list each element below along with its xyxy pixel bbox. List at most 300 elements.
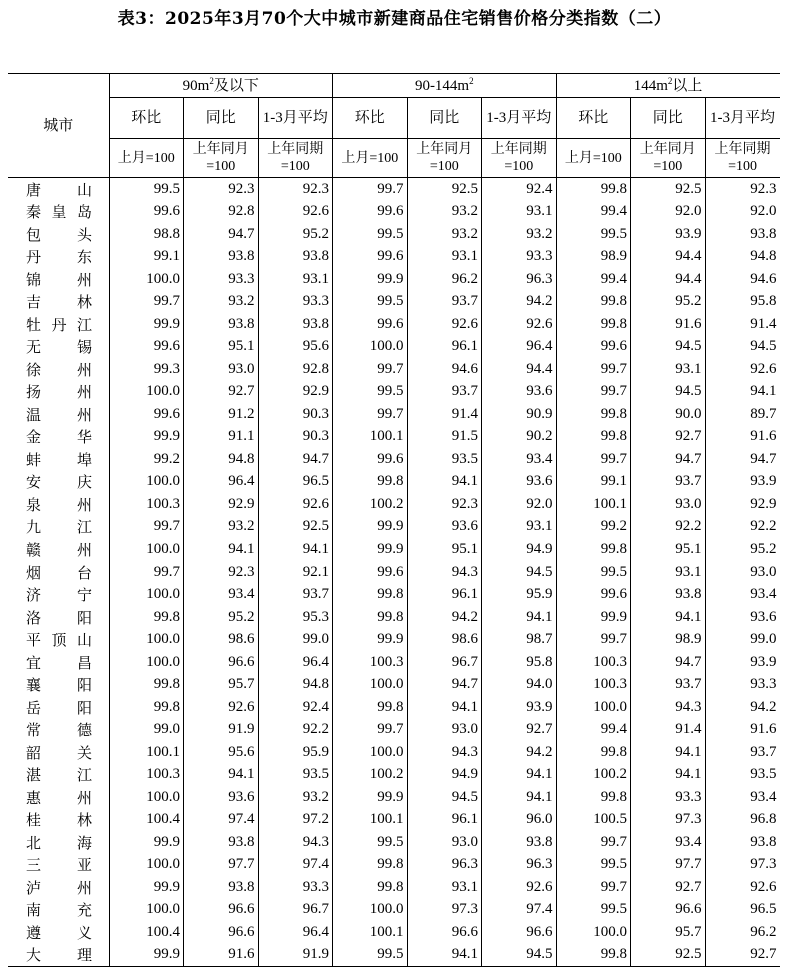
- index-value: 94.0: [482, 673, 557, 696]
- index-value: 93.5: [750, 766, 777, 783]
- index-value: 95.1: [184, 336, 259, 359]
- index-value: 96.7: [407, 651, 482, 674]
- index-value: 94.4: [482, 358, 557, 381]
- index-value: 93.7: [258, 583, 333, 606]
- index-value: 99.7: [333, 358, 408, 381]
- index-value: 98.6: [407, 628, 482, 651]
- index-value: 92.6: [482, 876, 557, 899]
- city-name: [8, 718, 109, 741]
- index-value: 100.0: [556, 921, 631, 944]
- index-value: 94.4: [631, 246, 706, 269]
- index-value: 94.2: [482, 741, 557, 764]
- city-name: [8, 561, 109, 584]
- index-value: 89.7: [750, 405, 777, 422]
- index-value: 93.9: [750, 473, 777, 490]
- index-value: 100.2: [333, 763, 408, 786]
- index-value: 95.2: [750, 541, 777, 557]
- index-value: 99.7: [109, 516, 184, 539]
- table-row: [8, 628, 780, 651]
- index-value: 99.9: [109, 313, 184, 336]
- city-name: [8, 944, 109, 967]
- index-value: 99.6: [333, 448, 408, 471]
- index-value: 99.0: [109, 718, 184, 741]
- index-value: 92.1: [258, 561, 333, 584]
- index-value: 98.7: [482, 628, 557, 651]
- index-value: 99.8: [556, 538, 631, 561]
- index-value: 99.6: [109, 336, 184, 359]
- index-value: 92.9: [750, 495, 777, 512]
- table-row: [8, 673, 780, 696]
- index-value: 99.0: [750, 631, 777, 648]
- index-value: 90.3: [258, 426, 333, 449]
- index-value: 93.1: [631, 561, 706, 584]
- index-value: 98.8: [109, 223, 184, 246]
- index-value: 92.4: [258, 696, 333, 719]
- index-value: 91.6: [184, 944, 259, 967]
- index-value: 93.7: [407, 291, 482, 314]
- index-value: 99.7: [556, 381, 631, 404]
- index-base-header: 上年同月=100: [631, 139, 706, 178]
- index-value: 93.4: [184, 583, 259, 606]
- index-value: 92.0: [631, 201, 706, 224]
- city-name: [8, 493, 109, 516]
- city-name: [8, 471, 109, 494]
- index-value: 93.8: [631, 583, 706, 606]
- index-value: 92.8: [258, 358, 333, 381]
- index-value: 99.8: [556, 403, 631, 426]
- table-row: [8, 853, 780, 876]
- city-name-text: 襄 阳: [26, 676, 92, 695]
- index-value: 96.3: [407, 853, 482, 876]
- index-value: 92.0: [750, 203, 777, 220]
- table-row: [8, 493, 780, 516]
- index-base-header: 上月=100: [333, 139, 408, 178]
- city-name: [8, 651, 109, 674]
- table-row: [8, 336, 780, 359]
- city-name: [8, 403, 109, 426]
- index-value: 93.9: [482, 696, 557, 719]
- index-value: 99.8: [556, 786, 631, 809]
- index-value: 93.9: [631, 223, 706, 246]
- index-value: 99.8: [333, 583, 408, 606]
- index-value: 94.2: [407, 606, 482, 629]
- index-value: 99.8: [556, 741, 631, 764]
- index-value: 96.4: [258, 651, 333, 674]
- index-value: 92.3: [750, 180, 777, 197]
- index-value: 99.5: [333, 291, 408, 314]
- index-value: 94.8: [750, 248, 777, 265]
- index-value: 100.0: [109, 899, 184, 922]
- table-row: [8, 268, 780, 291]
- index-value: 100.1: [556, 493, 631, 516]
- city-name-text: 烟 台: [26, 563, 92, 582]
- price-index-table: [8, 73, 780, 967]
- table-row: [8, 831, 780, 854]
- index-value: 93.3: [258, 876, 333, 899]
- table-row: [8, 583, 780, 606]
- index-value: 99.7: [333, 178, 408, 201]
- index-value: 98.9: [631, 628, 706, 651]
- index-value: 99.6: [333, 201, 408, 224]
- index-value: 96.7: [258, 899, 333, 922]
- table-row: [8, 696, 780, 719]
- index-value: 94.2: [750, 698, 777, 715]
- table-row: [8, 403, 780, 426]
- index-value: 91.4: [750, 315, 777, 332]
- city-name-text: 蚌 埠: [26, 450, 92, 469]
- index-value: 96.3: [482, 853, 557, 876]
- city-name: [8, 583, 109, 606]
- index-value: 92.8: [184, 201, 259, 224]
- city-name: [8, 178, 109, 201]
- index-value: 92.2: [258, 718, 333, 741]
- index-value: 95.6: [258, 336, 333, 359]
- index-value: 92.7: [184, 381, 259, 404]
- index-value: 99.9: [556, 606, 631, 629]
- index-value: 93.1: [407, 246, 482, 269]
- index-value: 93.9: [750, 653, 777, 670]
- index-base-header: 上年同期=100: [258, 139, 333, 178]
- index-value: 95.2: [184, 606, 259, 629]
- city-name-text: 温 州: [26, 405, 92, 424]
- index-value: 100.1: [333, 426, 408, 449]
- index-value: 99.7: [109, 291, 184, 314]
- index-value: 93.1: [482, 516, 557, 539]
- index-value: 96.6: [482, 921, 557, 944]
- index-value: 99.5: [333, 831, 408, 854]
- index-value: 94.6: [407, 358, 482, 381]
- city-name-text: 南 充: [26, 901, 92, 920]
- index-value: 90.0: [631, 403, 706, 426]
- table-row: [8, 246, 780, 269]
- index-value: 98.9: [556, 246, 631, 269]
- index-value: 91.4: [407, 403, 482, 426]
- index-value: 99.8: [333, 876, 408, 899]
- index-value: 100.2: [333, 493, 408, 516]
- city-name: [8, 876, 109, 899]
- index-value: 94.5: [750, 338, 777, 355]
- table-row: [8, 718, 780, 741]
- index-value: 99.5: [556, 223, 631, 246]
- table-row: [8, 538, 780, 561]
- index-value: 97.3: [750, 856, 777, 873]
- table-row: [8, 606, 780, 629]
- index-value: 90.3: [258, 403, 333, 426]
- index-value: 99.9: [333, 516, 408, 539]
- index-value: 97.4: [258, 853, 333, 876]
- index-value: 93.3: [258, 291, 333, 314]
- index-value: 93.2: [482, 223, 557, 246]
- city-name: [8, 921, 109, 944]
- index-value: 99.9: [109, 831, 184, 854]
- index-value: 99.9: [333, 786, 408, 809]
- city-name-text: 三 亚: [26, 856, 92, 875]
- index-value: 93.2: [407, 201, 482, 224]
- index-value: 99.5: [556, 853, 631, 876]
- index-value: 99.8: [109, 673, 184, 696]
- index-value: 99.8: [109, 696, 184, 719]
- city-name: [8, 381, 109, 404]
- index-value: 92.6: [407, 313, 482, 336]
- index-value: 91.6: [750, 721, 777, 738]
- city-name-text: 桂 林: [26, 811, 92, 830]
- city-name: [8, 673, 109, 696]
- index-value: 99.8: [556, 291, 631, 314]
- index-value: 96.4: [184, 471, 259, 494]
- city-name-text: 岳 阳: [26, 698, 92, 717]
- index-value: 93.8: [258, 313, 333, 336]
- table-row: [8, 223, 780, 246]
- table-row: [8, 786, 780, 809]
- table-row: [8, 876, 780, 899]
- index-value: 99.8: [556, 178, 631, 201]
- index-value: 100.0: [109, 651, 184, 674]
- index-value: 96.1: [407, 336, 482, 359]
- index-base-header: 上月=100: [109, 139, 184, 178]
- index-value: 93.5: [258, 763, 333, 786]
- label-header-row: [8, 98, 780, 139]
- city-name-text: 洛 阳: [26, 608, 92, 627]
- index-value: 99.2: [109, 448, 184, 471]
- index-value: 100.1: [333, 808, 408, 831]
- index-value: 93.3: [631, 786, 706, 809]
- index-value: 93.0: [407, 718, 482, 741]
- index-value: 97.4: [184, 808, 259, 831]
- city-name: [8, 628, 109, 651]
- city-name-text: 韶 关: [26, 743, 92, 762]
- index-label-header: 1-3月平均: [482, 98, 557, 139]
- index-value: 99.8: [333, 853, 408, 876]
- index-value: 95.2: [631, 291, 706, 314]
- table-row: [8, 448, 780, 471]
- table-row: [8, 426, 780, 449]
- index-value: 93.3: [750, 676, 777, 693]
- index-value: 100.5: [556, 808, 631, 831]
- index-value: 100.0: [556, 696, 631, 719]
- index-value: 97.4: [482, 899, 557, 922]
- index-value: 96.5: [750, 901, 777, 918]
- index-value: 94.2: [482, 291, 557, 314]
- index-value: 99.6: [109, 201, 184, 224]
- city-name-text: 包 头: [26, 225, 92, 244]
- index-value: 96.4: [482, 336, 557, 359]
- city-name: [8, 741, 109, 764]
- index-value: 99.5: [333, 944, 408, 967]
- index-value: 94.9: [482, 538, 557, 561]
- index-value: 94.1: [184, 538, 259, 561]
- index-value: 95.8: [750, 293, 777, 310]
- index-label-header: 环比: [333, 98, 408, 139]
- index-value: 94.7: [750, 450, 777, 467]
- table-row: [8, 561, 780, 584]
- index-value: 95.1: [631, 538, 706, 561]
- table-row: [8, 808, 780, 831]
- city-column-header: 城市: [8, 74, 109, 178]
- index-value: 94.1: [482, 786, 557, 809]
- city-name: [8, 808, 109, 831]
- index-value: 93.1: [482, 201, 557, 224]
- city-name-text: 常 德: [26, 721, 92, 740]
- index-value: 94.1: [407, 944, 482, 967]
- city-name: [8, 313, 109, 336]
- index-value: 93.8: [750, 833, 777, 850]
- index-value: 92.5: [407, 178, 482, 201]
- city-name-text: 大 理: [26, 946, 92, 965]
- index-value: 92.6: [184, 696, 259, 719]
- index-value: 92.6: [258, 493, 333, 516]
- city-name-text: 牡 丹 江: [26, 315, 92, 334]
- index-value: 95.9: [482, 583, 557, 606]
- index-value: 99.7: [333, 403, 408, 426]
- index-value: 93.3: [482, 246, 557, 269]
- index-label-header: 同比: [184, 98, 259, 139]
- table-row: [8, 358, 780, 381]
- index-value: 94.5: [482, 561, 557, 584]
- index-value: 95.7: [184, 673, 259, 696]
- index-label-header: 同比: [631, 98, 706, 139]
- city-name-text: 金 华: [26, 428, 92, 447]
- index-value: 92.2: [631, 516, 706, 539]
- index-value: 100.0: [109, 381, 184, 404]
- index-value: 99.6: [556, 336, 631, 359]
- index-value: 92.7: [631, 426, 706, 449]
- index-value: 93.6: [750, 608, 777, 625]
- index-value: 99.8: [333, 696, 408, 719]
- index-base-header: 上年同期=100: [482, 139, 557, 178]
- city-name-text: 吉 林: [26, 293, 92, 312]
- index-value: 99.1: [556, 471, 631, 494]
- index-value: 94.3: [258, 831, 333, 854]
- index-value: 93.0: [750, 563, 777, 580]
- city-name: [8, 786, 109, 809]
- index-value: 92.7: [631, 876, 706, 899]
- city-name: [8, 336, 109, 359]
- index-value: 93.0: [407, 831, 482, 854]
- index-value: 93.1: [258, 268, 333, 291]
- city-name: [8, 201, 109, 224]
- index-value: 93.6: [482, 381, 557, 404]
- index-value: 93.0: [184, 358, 259, 381]
- index-value: 91.6: [631, 313, 706, 336]
- index-value: 92.0: [482, 493, 557, 516]
- index-value: 94.5: [631, 336, 706, 359]
- index-value: 92.6: [482, 313, 557, 336]
- index-value: 93.8: [184, 313, 259, 336]
- index-value: 99.5: [333, 381, 408, 404]
- index-base-header: 上月=100: [556, 139, 631, 178]
- city-name-text: 秦 皇 岛: [26, 203, 92, 222]
- city-name-text: 九 江: [26, 518, 92, 537]
- group-header-small: $90m^2$及以下: [109, 74, 333, 98]
- index-value: 94.7: [631, 651, 706, 674]
- city-name-text: 湛 江: [26, 766, 92, 785]
- index-value: 94.1: [407, 696, 482, 719]
- index-value: 93.3: [184, 268, 259, 291]
- city-name: [8, 516, 109, 539]
- index-value: 94.7: [258, 448, 333, 471]
- index-value: 100.0: [333, 741, 408, 764]
- index-value: 99.8: [333, 606, 408, 629]
- index-value: 99.5: [109, 178, 184, 201]
- city-name-text: 平 顶 山: [26, 631, 92, 650]
- index-value: 99.9: [109, 426, 184, 449]
- table-body: [8, 178, 780, 967]
- index-value: 100.0: [109, 538, 184, 561]
- index-value: 99.4: [556, 718, 631, 741]
- index-value: 99.1: [109, 246, 184, 269]
- index-value: 96.1: [407, 583, 482, 606]
- index-value: 95.6: [184, 741, 259, 764]
- city-name-text: 惠 州: [26, 788, 92, 807]
- index-value: 92.6: [258, 201, 333, 224]
- city-name-text: 唐 山: [26, 180, 92, 199]
- table-row: [8, 381, 780, 404]
- city-name-text: 锦 州: [26, 270, 92, 289]
- index-value: 100.0: [109, 268, 184, 291]
- index-value: 94.5: [482, 944, 557, 967]
- group-header-large: $144m^2$以上: [556, 74, 780, 98]
- index-value: 93.7: [631, 673, 706, 696]
- index-value: 99.6: [109, 403, 184, 426]
- index-label-header: 同比: [407, 98, 482, 139]
- index-value: 99.8: [109, 606, 184, 629]
- index-value: 93.2: [407, 223, 482, 246]
- city-name: [8, 899, 109, 922]
- index-value: 93.4: [631, 831, 706, 854]
- index-value: 93.2: [184, 516, 259, 539]
- city-name-text: 徐 州: [26, 360, 92, 379]
- index-value: 93.7: [631, 471, 706, 494]
- group-header-medium: $90-144m^2$: [333, 74, 557, 98]
- city-name-text: 泉 州: [26, 495, 92, 514]
- index-value: 98.6: [184, 628, 259, 651]
- index-value: 92.3: [258, 178, 333, 201]
- index-value: 93.8: [184, 246, 259, 269]
- index-value: 90.2: [482, 426, 557, 449]
- city-name-text: 济 宁: [26, 586, 92, 605]
- table-row: [8, 516, 780, 539]
- index-value: 95.2: [258, 223, 333, 246]
- index-value: 96.4: [258, 921, 333, 944]
- city-name: [8, 763, 109, 786]
- index-value: 92.4: [482, 178, 557, 201]
- index-value: 92.9: [184, 493, 259, 516]
- index-value: 91.9: [258, 944, 333, 967]
- index-value: 92.6: [750, 360, 777, 377]
- index-value: 95.1: [407, 538, 482, 561]
- index-value: 93.6: [184, 786, 259, 809]
- index-value: 97.3: [407, 899, 482, 922]
- index-value: 94.7: [631, 448, 706, 471]
- index-value: 100.0: [109, 471, 184, 494]
- index-value: 93.1: [631, 358, 706, 381]
- index-value: 92.9: [258, 381, 333, 404]
- index-value: 93.2: [258, 786, 333, 809]
- index-value: 92.6: [750, 878, 777, 895]
- index-value: 96.2: [407, 268, 482, 291]
- index-value: 92.7: [482, 718, 557, 741]
- index-value: 95.9: [258, 741, 333, 764]
- table-row: [8, 471, 780, 494]
- index-value: 96.2: [750, 923, 777, 940]
- table-row: [8, 201, 780, 224]
- table-row: [8, 944, 780, 967]
- index-value: 94.1: [258, 538, 333, 561]
- index-value: 94.3: [631, 696, 706, 719]
- table-row: [8, 291, 780, 314]
- index-value: 96.6: [184, 921, 259, 944]
- index-value: 99.9: [333, 628, 408, 651]
